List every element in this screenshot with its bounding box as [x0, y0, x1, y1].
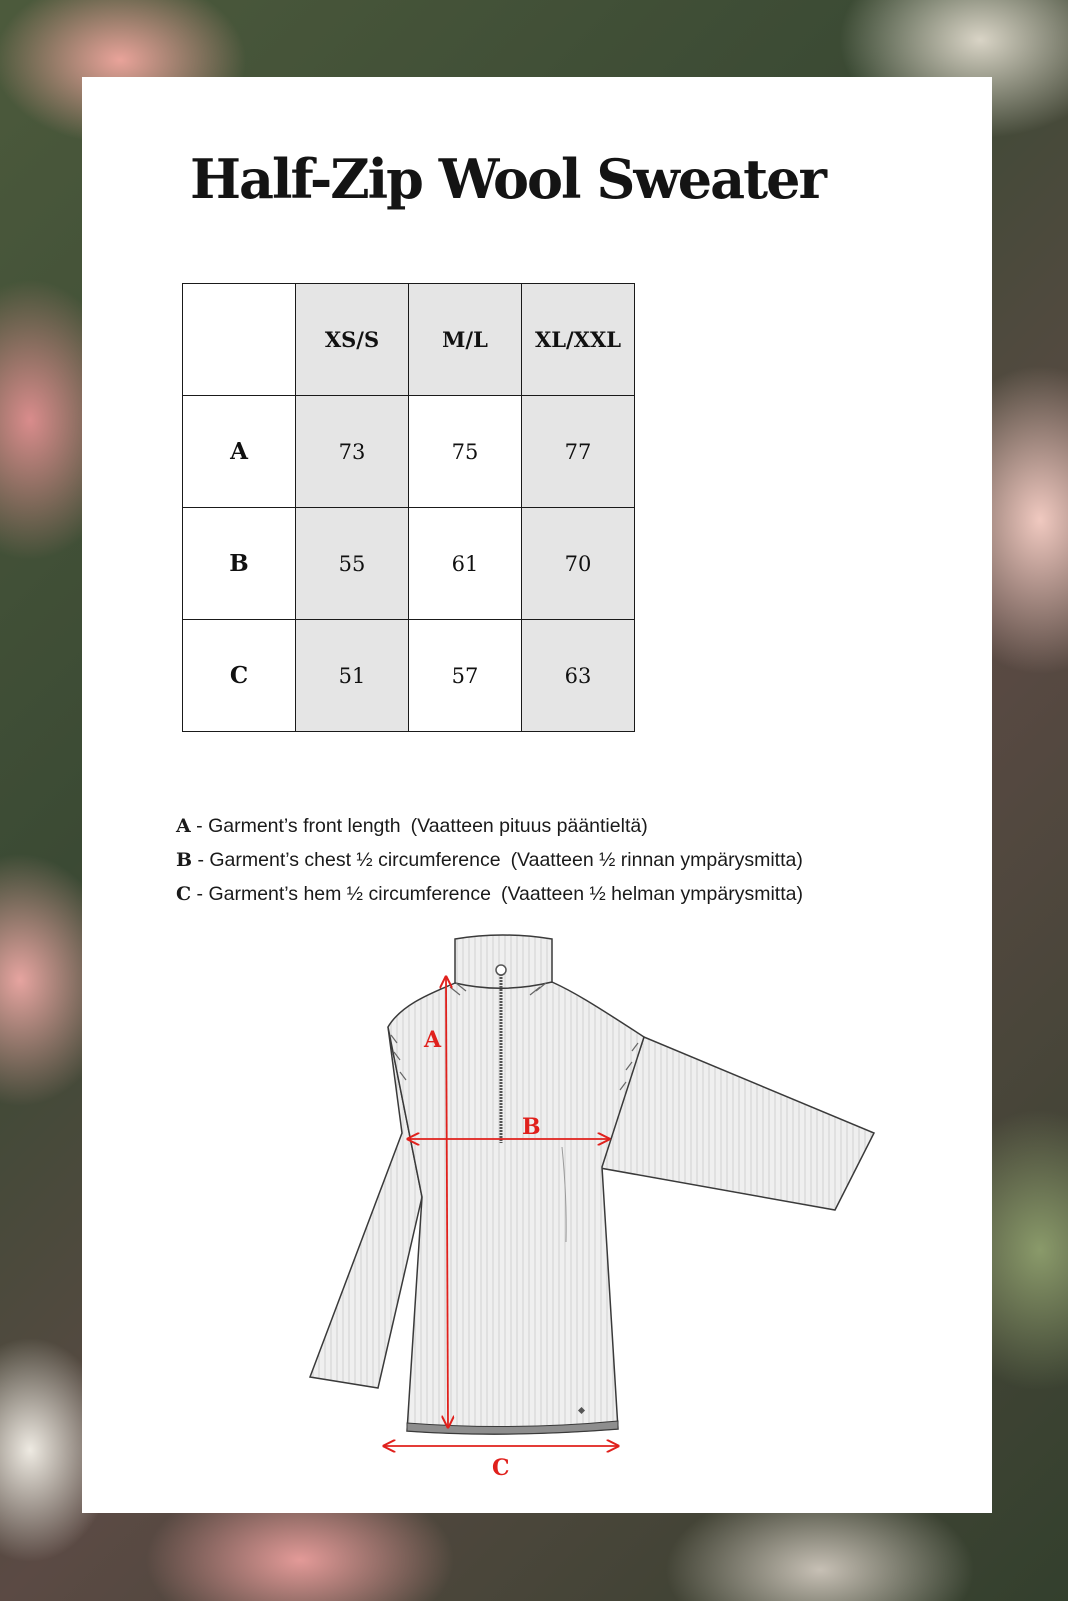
table-cell: 70	[522, 508, 635, 620]
legend-translation: (Vaatteen pituus pääntieltä)	[410, 815, 648, 837]
legend-key: A	[176, 815, 191, 837]
legend-key: C	[176, 883, 192, 905]
measure-label-a: A	[424, 1027, 442, 1053]
column-header-m-l: M/L	[409, 284, 522, 396]
legend-translation: (Vaatteen ½ helman ympärysmitta)	[500, 883, 803, 905]
collar	[455, 935, 552, 988]
column-header-xl-xxl: XL/XXL	[522, 284, 635, 396]
table-cell: 57	[409, 620, 522, 732]
legend-description: - Garment’s chest ½ circumference	[192, 849, 501, 871]
table-cell: 61	[409, 508, 522, 620]
size-guide-card	[82, 77, 992, 1513]
zipper-pull	[496, 965, 506, 975]
sweater-icon	[310, 935, 874, 1434]
sweater-diagram	[82, 77, 992, 1513]
table-cell: 77	[522, 396, 635, 508]
page-title: Half-Zip Wool Sweater	[190, 147, 825, 211]
right-sleeve	[600, 1037, 874, 1210]
column-header-xs-s: XS/S	[296, 284, 409, 396]
row-label-b: B	[183, 508, 296, 620]
measure-label-b: B	[522, 1114, 541, 1140]
table-cell: 73	[296, 396, 409, 508]
legend-key: B	[176, 849, 193, 871]
legend-description: - Garment’s hem ½ circumference	[191, 883, 491, 905]
row-label-c: C	[183, 620, 296, 732]
measure-label-c: C	[492, 1455, 510, 1481]
table-cell: 51	[296, 620, 409, 732]
table-cell: 75	[409, 396, 522, 508]
row-label-a: A	[183, 396, 296, 508]
legend-translation: (Vaatteen ½ rinnan ympärysmitta)	[510, 849, 803, 871]
table-cell: 55	[296, 508, 409, 620]
legend-description: - Garment’s front length	[190, 815, 401, 837]
table-cell: 63	[522, 620, 635, 732]
